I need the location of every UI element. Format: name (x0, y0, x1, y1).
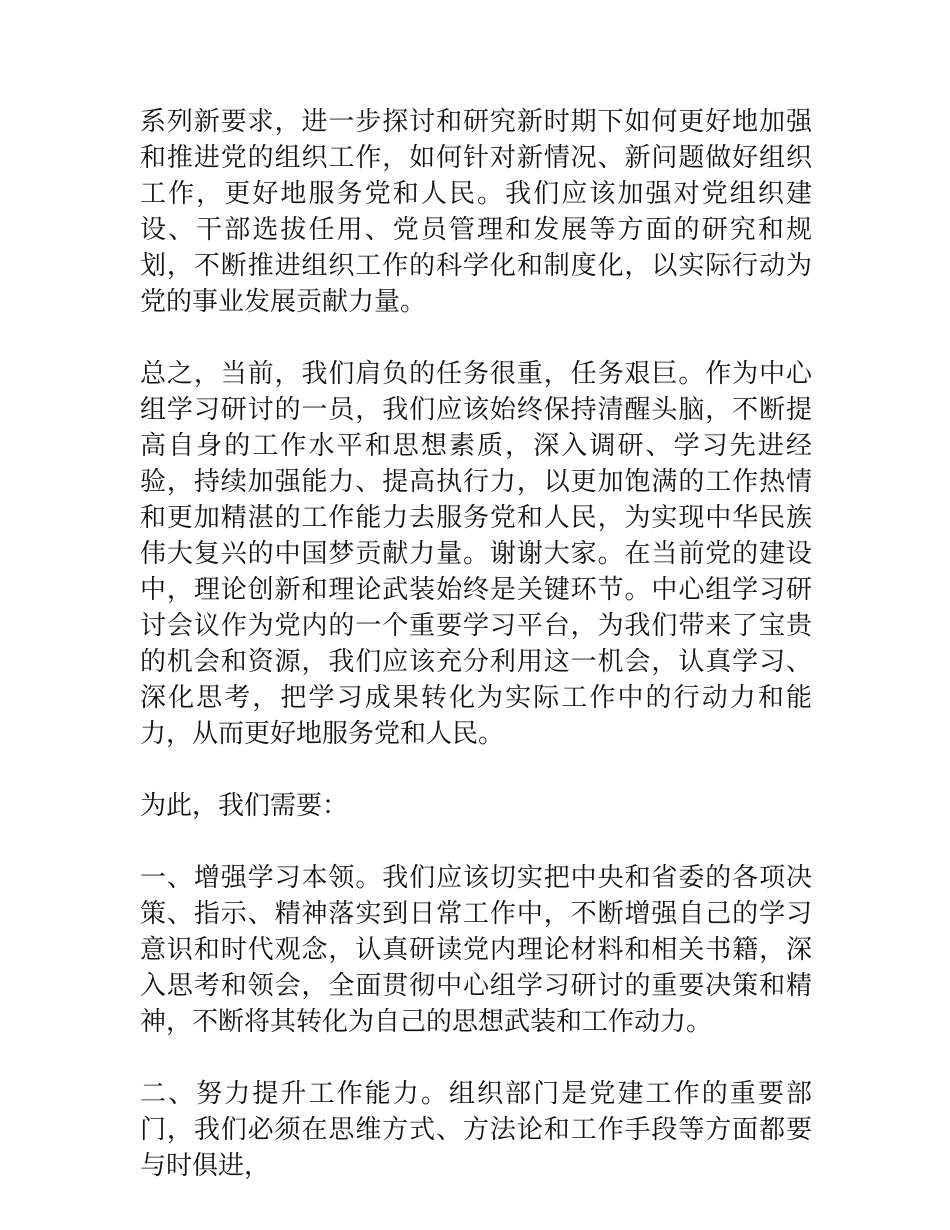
paragraph-1: 系列新要求，进一步探讨和研究新时期下如何更好地加强和推进党的组织工作，如何针对新情况、新问题做好组织工作，更好地服务党和人民。我们应该加强对党组织建设、干部选拔任用、党员管理和发展等方面的研究和规划，不断推进组织工作的科学化和制度化，以实际行动为党的事业发展贡献力量。 (140, 107, 812, 317)
paragraph-5: 二、努力提升工作能力。组织部门是党建工作的重要部门，我们必须在思维方式、方法论和工作手段等方面都要与时俱进， (140, 1079, 812, 1181)
paragraph-3: 为此，我们需要： (140, 791, 349, 821)
document-body (140, 104, 812, 1184)
paragraph-2: 总之，当前，我们肩负的任务很重，任务艰巨。作为中心组学习研讨的一员，我们应该始终保持清醒头脑，不断提高自身的工作水平和思想素质，深入调研、学习先进经验，持续加强能力、提高执行力，以更加饱满的工作热情和更加精湛的工作能力去服务党和人民，为实现中华民族伟大复兴的中国梦贡献力量。谢谢大家。在当前党的建设中，理论创新和理论武装始终是关键环节。中心组学习研讨会议作为党内的一个重要学习平台，为我们带来了宝贵的机会和资源，我们应该充分利用这一机会，认真学习、深化思考，把学习成果转化为实际工作中的行动力和能力，从而更好地服务党和人民。 (140, 359, 812, 749)
paragraph-4: 一、增强学习本领。我们应该切实把中央和省委的各项决策、指示、精神落实到日常工作中，不断增强自己的学习意识和时代观念，认真研读党内理论材料和相关书籍，深入思考和领会，全面贯彻中心组学习研讨的重要决策和精神，不断将其转化为自己的思想武装和工作动力。 (140, 863, 812, 1037)
